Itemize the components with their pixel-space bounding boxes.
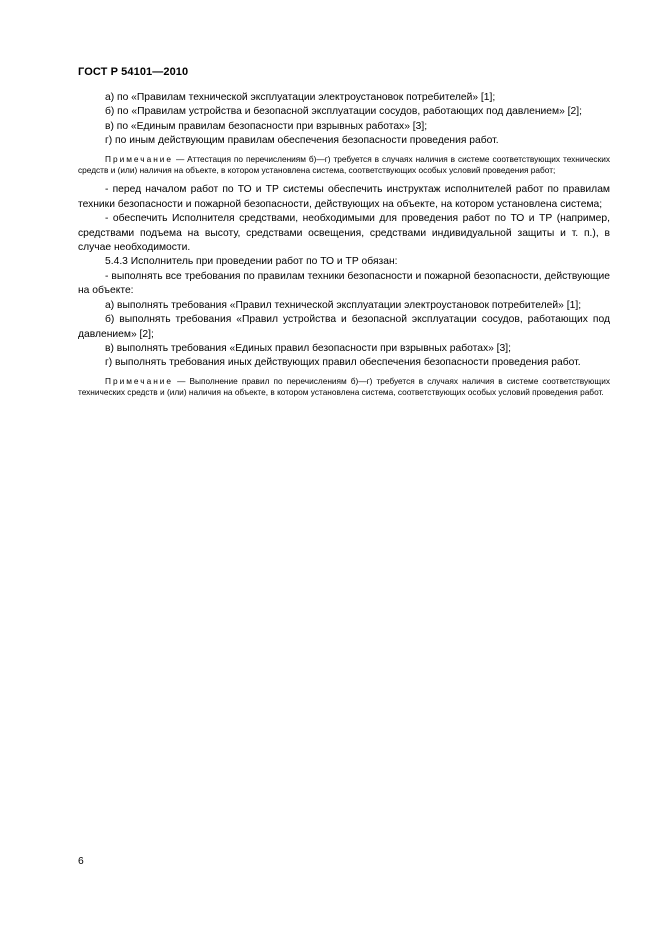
- paragraph-requirements: - выполнять все требования по правилам техники безопасности и пожарной безопасности, действующие на объекте:: [78, 270, 610, 297]
- note-label: Примечание: [105, 153, 174, 164]
- list-item-c: в) выполнять требования «Единых правил безопасности при взрывных работах» [3];: [105, 342, 511, 354]
- page-number: 6: [78, 856, 84, 867]
- list-item-a: а) по «Правилам технической эксплуатации электроустановок потребителей» [1];: [105, 92, 496, 103]
- paragraph-briefing: - перед началом работ по ТО и ТР системы обеспечить инструктаж исполнителей работ по правилам техники безопасности и пожарной безопасности, действующих на объекте, на котором установлена система;: [78, 184, 610, 210]
- note-text: — Выполнение правил по перечислениям б)—г) требуется в случаях наличия в системе соответствующих технических средств и (или) наличия на объекте, в котором установлена система, соответствующих особых условий проведения работ.: [78, 375, 610, 398]
- note-label: Примечание: [105, 375, 174, 386]
- list-item-d: г) выполнять требования иных действующих правил обеспечения безопасности проведения работ.: [105, 357, 581, 369]
- document-body: [78, 91, 610, 406]
- note-rules: [78, 376, 610, 399]
- list-item-b: б) выполнять требования «Правил устройства и безопасной эксплуатации сосудов, работающих под давлением» [2];: [78, 314, 610, 340]
- list-item-c: в) по «Единым правилам безопасности при взрывных работах» [3];: [105, 120, 428, 132]
- section-heading-5-4-3: 5.4.3 Исполнитель при проведении работ по ТО и ТР обязан:: [105, 256, 398, 268]
- document-header: ГОСТ Р 54101—2010: [78, 66, 189, 78]
- list-item-b: б) по «Правилам устройства и безопасной эксплуатации сосудов, работающих под давлением» [2];: [105, 106, 582, 118]
- list-item-d: г) по иным действующим правилам обеспечения безопасности проведения работ.: [105, 135, 499, 147]
- paragraph-provision: - обеспечить Исполнителя средствами, необходимыми для проведения работ по ТО и ТР (например, средствами подъема на высоту, средствами освещения, средствами индивидуальной защиты и т. п.), в случае необходимости.: [78, 213, 610, 254]
- note-text: — Аттестация по перечислениям б)—г) требуется в случаях наличия в системе соответствующих технических средств и (или) наличия на объекте, в котором установлена система, соответствующих особых условий проведения работ;: [78, 153, 610, 176]
- list-item-a: а) выполнять требования «Правил технической эксплуатации электроустановок потребителей» [1];: [105, 299, 582, 311]
- note-attestation: [78, 154, 610, 177]
